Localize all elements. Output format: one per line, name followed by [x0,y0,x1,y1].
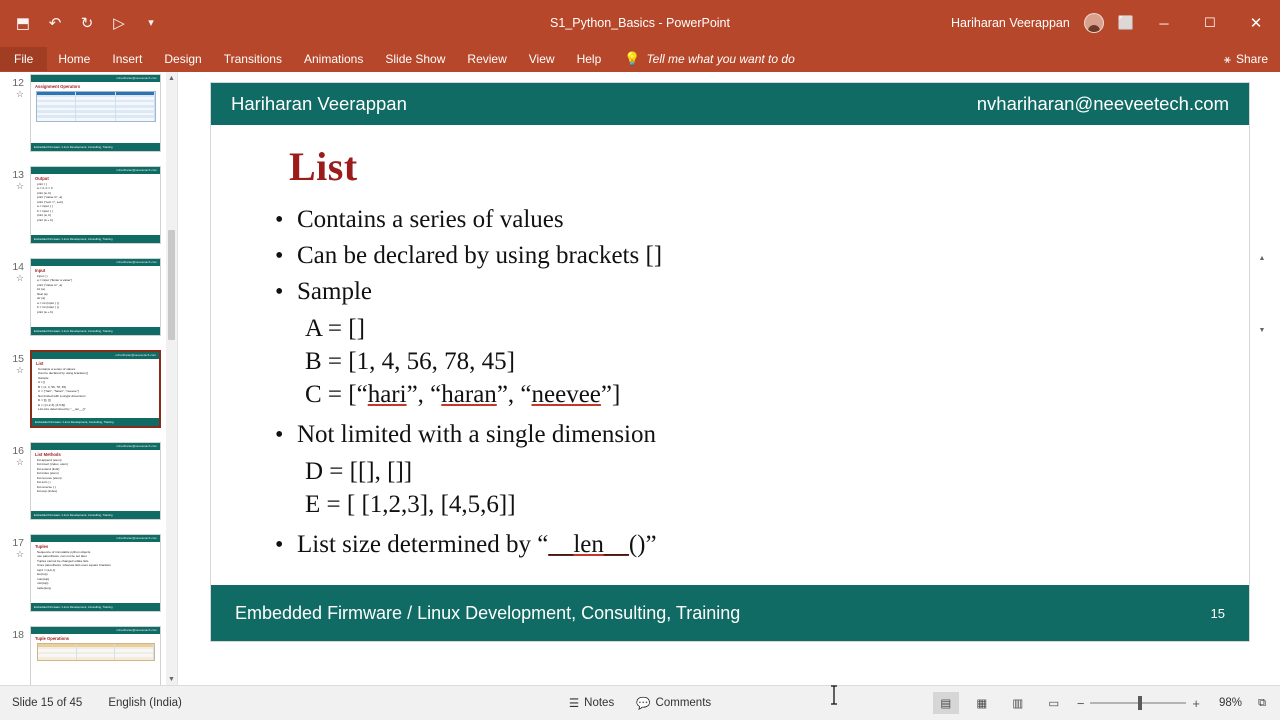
minimize-button[interactable]: ─ [1159,15,1169,31]
thumbnail-header: nvhariharan@neeveetech.com [31,259,160,266]
tell-me-label: Tell me what you want to do [646,52,795,66]
close-button[interactable]: ✕ [1249,15,1263,32]
slide-thumbnail-15-selected[interactable] [30,350,161,428]
bullet-text: Can be declared by using brackets [] [297,242,663,269]
comment-icon: 💬 [636,698,651,710]
bullet-item [275,419,1215,451]
ribbon-tab-bar [0,46,1280,72]
thumbnail-body: Sequence of immutable python objects use parenthesis, can not be set later Tuples cannot be changed unlike lists Uses parenthesis, whereas lists uses square brackets tup1 = (a,b,c) len(tup) max(tup) min(tup) tuple(seq) [37,550,111,590]
ribbon-display-options-icon[interactable]: ⬜ [1117,15,1134,30]
title-bar-right [951,0,1280,46]
status-center [569,696,711,710]
tab-view[interactable]: View [528,52,555,66]
notes-label: Notes [584,697,615,709]
next-slide-icon[interactable]: ▼ [1258,327,1266,334]
zoom-track[interactable] [1090,702,1186,704]
code-line-c [305,378,1215,411]
thumbnail-scrollbar[interactable] [166,72,177,685]
share-icon: ⚹ [1223,51,1231,66]
account-name[interactable]: Hariharan Veerappan [950,16,1070,30]
avatar[interactable] [1084,13,1104,33]
title-bar [0,0,1280,46]
thumbnail-body: input ( ) a = input ("Enter a value") print ("value is", a) int (a) float (a) str (a) a = int (input ( )) b = int (input ( )) print (a + b) [37,274,73,314]
slide-thumbnail-list [0,74,178,685]
thumbnail-title: Tuple Operations [35,636,70,641]
code-line-a: A = [] [305,315,365,342]
thumbnail-header: nvhariharan@neeveetech.com [31,443,160,450]
code-c-mid1: ”, “ [406,381,442,408]
thumbnail-number: 14 ☆ [2,258,30,283]
animation-star-icon: ☆ [15,548,24,559]
animation-star-icon: ☆ [15,180,24,191]
bullet-item [275,240,1215,272]
bullet-marker: • [275,422,284,448]
status-left [0,697,182,709]
zoom-slider[interactable] [1077,696,1200,711]
thumbnail-footer: Embedded Firmware / Linux Development, Consulting, Training [31,511,160,519]
undo-icon[interactable]: ↶ [48,14,62,32]
bullet-marker: • [275,279,284,305]
comments-label: Comments [655,697,712,709]
slide-number: 15 [1210,605,1225,621]
code-c-mid2: ”, “ [496,381,532,408]
slide-thumbnail-17[interactable] [30,534,161,612]
thumbnail-footer: Embedded Firmware / Linux Development, Consulting, Training [31,143,160,151]
bullet-item [275,276,1215,308]
save-icon[interactable]: ⬒ [15,14,31,32]
zoom-handle[interactable] [1138,696,1142,710]
fit-slide-to-window-icon[interactable]: ⧉ [1258,696,1266,709]
bullet-marker: • [275,207,284,233]
scrollbar-thumb[interactable] [168,230,175,340]
bullet-marker: • [275,243,284,269]
status-bar [0,685,1280,720]
zoom-percent[interactable]: 98% [1218,697,1242,709]
thumbnail-footer: Embedded Firmware / Linux Development, Consulting, Training [31,327,160,335]
slide-thumbnail-13[interactable] [30,166,161,244]
tab-file[interactable]: File [0,47,47,71]
slide-header-author: Hariharan Veerappan [231,93,407,114]
work-area [0,72,1280,685]
tab-animations[interactable]: Animations [303,52,364,66]
tab-slide-show[interactable]: Slide Show [385,52,446,66]
bullet-item [275,529,1215,561]
current-slide[interactable] [210,82,1250,642]
slide-scrollbar[interactable] [1256,72,1268,685]
thumbnail-title: List [36,361,44,366]
status-right [933,692,1272,714]
len-suffix: ()” [628,531,657,558]
bullet-text: Contains a series of values [297,206,564,233]
code-c-word1: hari [367,381,407,408]
animation-star-icon: ☆ [15,456,24,467]
thumbnail-header: nvhariharan@neeveetech.com [31,627,160,634]
thumbnail-row[interactable] [0,442,178,534]
slide-header-email: nvhariharan@neeveetech.com [976,93,1229,114]
share-label: Share [1235,52,1268,66]
animation-star-icon: ☆ [15,272,24,283]
thumbnail-number: 16 ☆ [2,442,30,467]
thumbnail-header: nvhariharan@neeveetech.com [32,352,159,359]
thumbnail-row[interactable] [0,74,178,166]
thumbnail-number: 15 ☆ [2,350,30,375]
slide-editing-area[interactable] [178,72,1268,685]
thumbnail-title: List Methods [35,452,61,457]
window-title: S1_Python_Basics - PowerPoint [550,16,730,30]
slide-footer-text: Embedded Firmware / Linux Development, Consulting, Training [235,602,741,623]
code-c-suffix: ”] [600,381,621,408]
notes-icon: ☰ [568,698,580,710]
lightbulb-icon: 💡 [624,51,641,66]
slide-body[interactable] [211,125,1249,585]
len-code: __len__ [548,531,629,558]
zoom-in-button[interactable]: + [1192,695,1200,711]
code-line-d: D = [[], []] [305,458,413,485]
thumbnail-footer: Embedded Firmware / Linux Development, Consulting, Training [32,418,159,426]
animation-star-icon: ☆ [15,88,24,99]
thumbnail-row[interactable] [0,534,178,626]
quick-access-toolbar [0,0,160,46]
thumbnail-title: Input [35,268,46,273]
bullet-marker: • [275,532,284,558]
maximize-button[interactable]: ☐ [1204,15,1216,30]
slide-thumbnail-12[interactable] [30,74,161,152]
thumbnail-footer: Embedded Firmware / Linux Development, Consulting, Training [31,603,160,611]
notes-button[interactable] [569,696,614,710]
animation-star-icon: ☆ [15,364,24,375]
slide-show-button[interactable]: ▭ [1048,698,1060,710]
tab-review[interactable]: Review [467,52,507,66]
slide-thumbnail-pane[interactable] [0,72,178,685]
normal-view-button[interactable]: ▤ [933,692,959,714]
share-button[interactable] [1224,52,1268,67]
thumbnail-body: list.append (elem) list.insert (index, elem) list.extend (list2) list.index (elem) list.remove (elem) list.sort ( ) list.reverse ( ) list.pop (index) [37,458,68,494]
bullet-text [297,529,657,561]
tab-insert[interactable]: Insert [112,52,143,66]
reading-view-button[interactable]: ▥ [1012,698,1024,710]
slide-sorter-button[interactable]: ▦ [976,698,988,710]
thumbnail-header: nvhariharan@neeveetech.com [31,167,160,174]
start-presentation-icon[interactable]: ▷ [113,14,125,32]
code-c-prefix: C = [“ [305,381,368,408]
thumbnail-row[interactable] [0,258,178,350]
code-c-word3: neevee [531,381,601,408]
bullet-item [275,204,1215,236]
slide-thumbnail-16[interactable] [30,442,161,520]
thumbnail-footer: Embedded Firmware / Linux Development, Consulting, Training [31,235,160,243]
thumbnail-body: Contains a series of values Can be declared by using brackets [] Sample A = [] B = [1, 4, 56, 78, 45] C = ["hari", "haran", "neevee"] Not limited with a single dimension D = [[], []] E = [ [1,2,3], [4,5,6]] List size determined by "__len__()" [38,367,89,412]
thumbnail-number: 17 ☆ [2,534,30,559]
zoom-out-button[interactable]: − [1076,695,1085,711]
thumbnail-table [36,91,156,122]
slide-thumbnail-14[interactable] [30,258,161,336]
tab-transitions[interactable]: Transitions [223,52,282,66]
scroll-up-icon[interactable]: ▲ [166,72,177,84]
thumbnail-body: print ( ) a = 2, b = 3 print (a, b) print ("value is", a) print ("a+b =", a+b) a = input ( ) b = input ( ) print (a, b) print (a + b) [37,182,64,222]
thumbnail-header: nvhariharan@neeveetech.com [31,535,160,542]
bullet-text: Sample [297,278,372,305]
thumbnail-row[interactable] [0,166,178,258]
customize-quick-access-icon[interactable]: ▾ [148,16,154,29]
thumbnail-number: 13 ☆ [2,166,30,191]
comments-button[interactable] [636,696,711,710]
tab-home[interactable]: Home [58,52,91,66]
thumbnail-title: Output [35,176,49,181]
len-prefix: List size determined by “ [297,531,549,558]
thumbnail-title: Tuples [35,544,49,549]
tab-design[interactable]: Design [164,52,202,66]
slide-title[interactable]: List [289,144,358,189]
slide-footer[interactable] [211,585,1249,641]
scroll-down-icon[interactable]: ▼ [166,673,177,685]
slide-thumbnail-18[interactable] [30,626,161,685]
thumbnail-title: Assignment Operators [35,84,81,89]
thumbnail-row[interactable] [0,350,178,442]
bullet-text: Not limited with a single dimension [297,421,656,448]
code-c-word2: haran [441,381,497,408]
slide-indicator[interactable]: Slide 15 of 45 [12,697,83,709]
thumbnail-header: nvhariharan@neeveetech.com [31,75,160,82]
slide-header[interactable] [211,83,1249,125]
thumbnail-table [37,643,155,661]
tell-me-search[interactable] [624,51,795,67]
previous-slide-icon[interactable]: ▲ [1258,255,1266,262]
language-indicator[interactable]: English (India) [108,697,182,709]
redo-icon[interactable]: ↻ [80,14,94,32]
code-line-e: E = [ [1,2,3], [4,5,6]] [305,491,516,518]
thumbnail-number: 18 [12,629,24,641]
thumbnail-number: 12 ☆ [2,74,30,99]
tab-help[interactable]: Help [576,52,602,66]
thumbnail-row[interactable] [0,626,178,685]
code-line-b: B = [1, 4, 56, 78, 45] [305,348,515,375]
